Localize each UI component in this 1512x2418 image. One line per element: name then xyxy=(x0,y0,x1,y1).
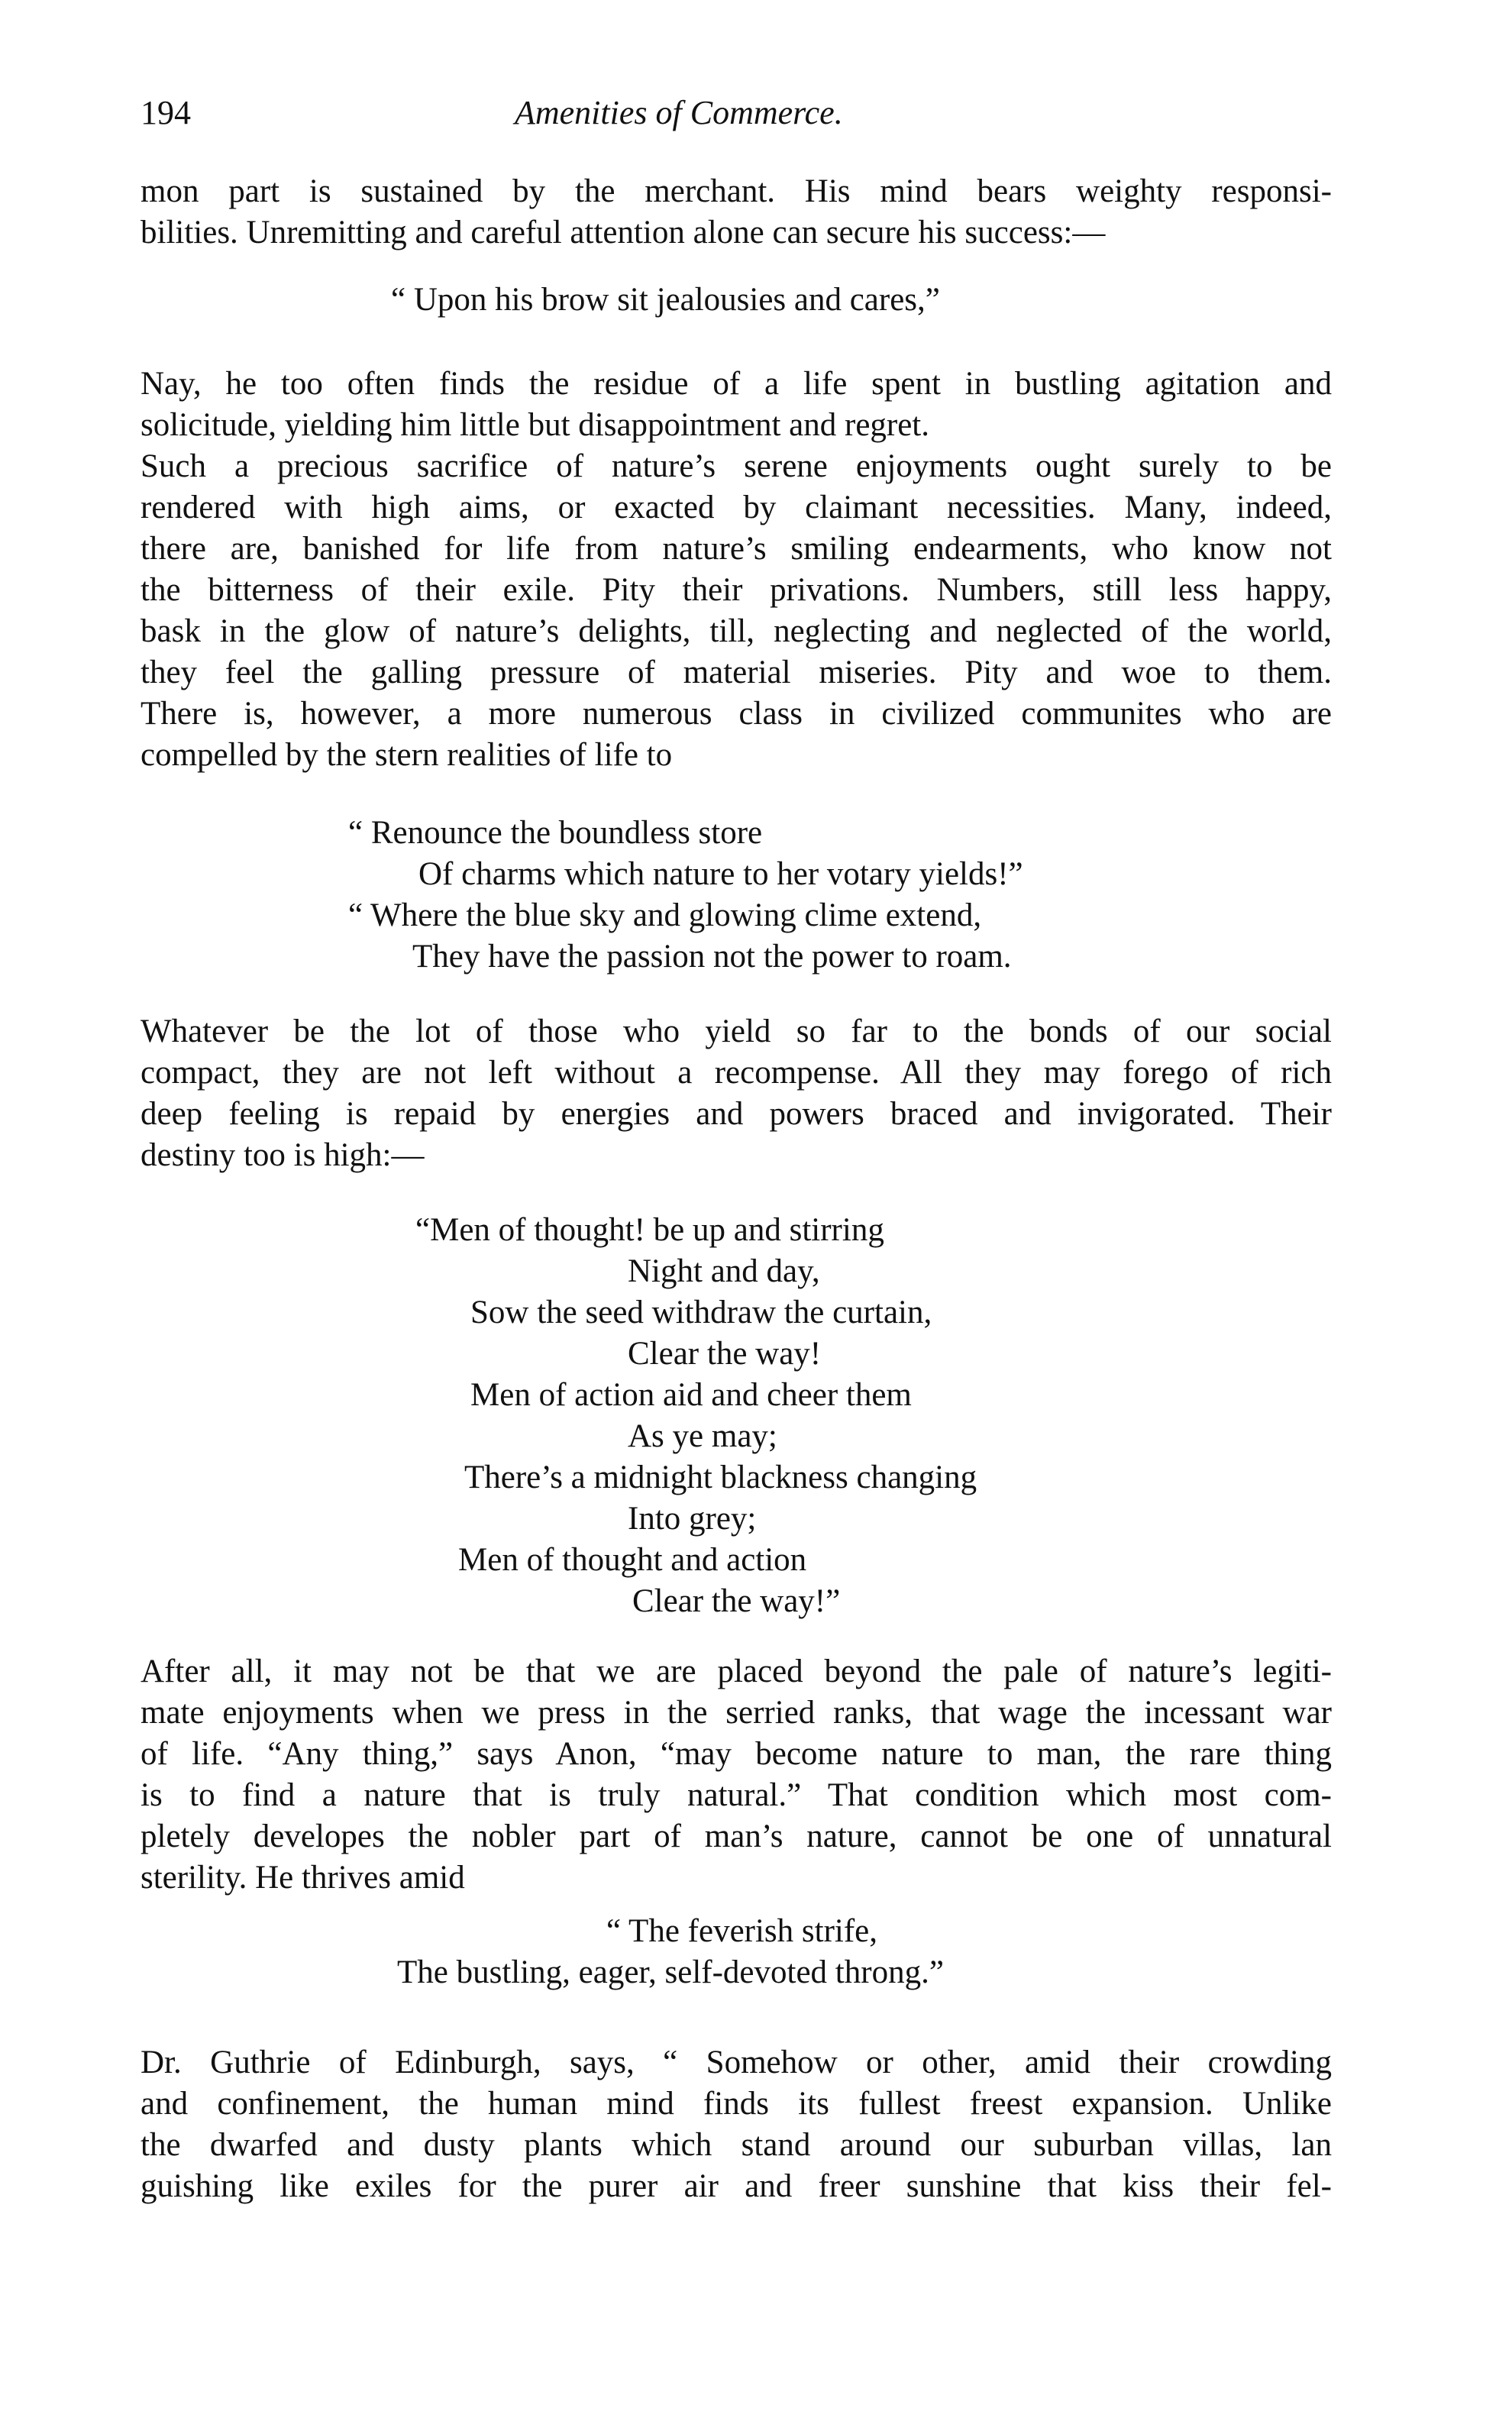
text-line: Such a precious sacrifice of nature’s serene enjoyments ought surely to be xyxy=(141,448,1332,484)
text-line: deep feeling is repaid by energies and powers braced and invigorated. Their xyxy=(141,1096,1332,1132)
text-line: is to find a nature that is truly natural.” That condition which most com- xyxy=(141,1777,1332,1813)
quote-1 xyxy=(391,280,940,321)
paragraph-2 xyxy=(141,364,1332,776)
paragraph-3 xyxy=(141,1011,1332,1176)
text-line: pletely developes the nobler part of man’s nature, cannot be one of unnatural xyxy=(141,1818,1332,1854)
page-number: 194 xyxy=(141,94,191,131)
poem-line: Clear the way!” xyxy=(632,1583,841,1619)
poem-line: “Men of thought! be up and stirring xyxy=(415,1212,884,1248)
text-line: solicitude, yielding him little but disappointment and regret. xyxy=(141,407,930,443)
text-line: mon part is sustained by the merchant. His mind bears weighty responsi- xyxy=(141,173,1332,209)
poem-line: Into grey; xyxy=(628,1501,757,1537)
quote-line: “ Renounce the boundless store xyxy=(348,815,763,851)
text-line: the dwarfed and dusty plants which stand around our suburban villas, lan xyxy=(141,2127,1332,2163)
text-line: bilities. Unremitting and careful attention alone can secure his success:— xyxy=(141,215,1106,251)
quote-line: The bustling, eager, self-devoted throng.” xyxy=(397,1954,944,1990)
quote-2 xyxy=(348,813,1023,978)
text-line: Dr. Guthrie of Edinburgh, says, “ Somehow or other, amid their crowding xyxy=(141,2045,1332,2080)
quote-line: “ Where the blue sky and glowing clime extend, xyxy=(348,897,982,933)
text-line: There is, however, a more numerous class in civilized communites who are xyxy=(141,696,1332,732)
poem-line: Clear the way! xyxy=(628,1336,822,1372)
text-line: After all, it may not be that we are placed beyond the pale of nature’s legiti- xyxy=(141,1653,1332,1689)
quote-line: “ The feverish strife, xyxy=(606,1913,878,1949)
quote-line: They have the passion not the power to roam. xyxy=(412,939,1012,975)
text-line: there are, banished for life from nature’s smiling endearments, who know not xyxy=(141,531,1332,567)
text-line: guishing like exiles for the purer air and freer sunshine that kiss their fel- xyxy=(141,2168,1332,2204)
poem xyxy=(415,1210,977,1622)
quote-3 xyxy=(397,1911,944,1993)
text-line: mate enjoyments when we press in the serried ranks, that wage the incessant war xyxy=(141,1695,1332,1731)
text-line: of life. “Any thing,” says Anon, “may become nature to man, the rare thing xyxy=(141,1736,1332,1772)
page-header xyxy=(141,90,1362,136)
poem-line: Night and day, xyxy=(628,1253,820,1289)
running-title: Amenities of Commerce. xyxy=(515,94,843,131)
paragraph-4 xyxy=(141,1651,1332,1899)
quote-line: Of charms which nature to her votary yields!” xyxy=(418,856,1023,892)
poem-line: There’s a midnight blackness changing xyxy=(464,1460,977,1495)
text-line: bask in the glow of nature’s delights, till, neglecting and neglected of the world, xyxy=(141,613,1332,649)
text-line: compact, they are not left without a recompense. All they may forego of rich xyxy=(141,1055,1332,1091)
poem-line: Men of thought and action xyxy=(458,1542,807,1578)
poem-line: Sow the seed withdraw the curtain, xyxy=(470,1295,932,1330)
poem-line: As ye may; xyxy=(628,1418,777,1454)
text-line: the bitterness of their exile. Pity their privations. Numbers, still less happy, xyxy=(141,572,1332,608)
text-line: rendered with high aims, or exacted by claimant necessities. Many, indeed, xyxy=(141,490,1332,525)
paragraph-1 xyxy=(141,171,1332,254)
quote-line: “ Upon his brow sit jealousies and cares,” xyxy=(391,282,940,318)
text-line: they feel the galling pressure of material miseries. Pity and woe to them. xyxy=(141,655,1332,690)
text-line: compelled by the stern realities of life to xyxy=(141,737,673,773)
text-line: destiny too is high:— xyxy=(141,1137,425,1173)
text-line: Whatever be the lot of those who yield so far to the bonds of our social xyxy=(141,1013,1332,1049)
poem-line: Men of action aid and cheer them xyxy=(470,1377,912,1413)
text-line: sterility. He thrives amid xyxy=(141,1860,465,1896)
text-line: and confinement, the human mind finds its fullest freest expansion. Unlike xyxy=(141,2086,1332,2122)
text-line: Nay, he too often finds the residue of a life spent in bustling agitation and xyxy=(141,366,1332,402)
paragraph-5 xyxy=(141,2042,1332,2207)
